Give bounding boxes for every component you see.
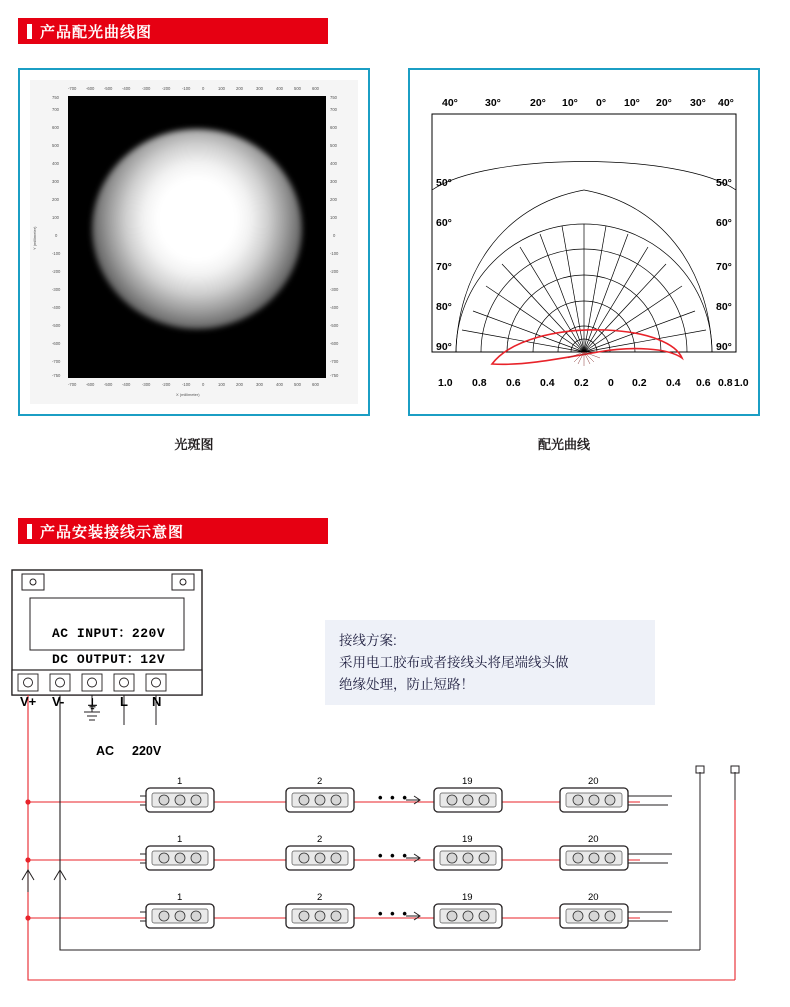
psu-dc-output-label: DC OUTPUT：12V (52, 652, 166, 667)
spot-x-tick-bottom: 100 (218, 382, 225, 387)
polar-radial-label: 0.6 (506, 377, 521, 389)
module-number: 19 (462, 834, 473, 845)
spot-diagram-canvas (30, 80, 358, 404)
spot-y-tick-left: -500 (52, 323, 61, 328)
spot-y-tick-left: -300 (52, 287, 61, 292)
spot-y-axis-label: Y (millimeter) (32, 226, 37, 250)
polar-angle-label: 40° (442, 97, 458, 109)
spot-x-tick-bottom: -600 (86, 382, 95, 387)
terminal-label-line: L (120, 694, 128, 709)
polar-radial-label: 0.2 (574, 377, 589, 389)
spot-y-tick-right: 700 (330, 107, 337, 112)
module-number: 20 (588, 776, 599, 787)
spot-x-tick-top: -200 (162, 86, 171, 91)
polar-side-label: 60° (716, 217, 732, 229)
spot-x-tick-bottom: -400 (122, 382, 131, 387)
spot-y-tick-right: 200 (330, 197, 337, 202)
polar-angle-label: 20° (530, 97, 546, 109)
polar-side-label: 90° (436, 341, 452, 353)
terminal-label-neutral: N (152, 694, 162, 709)
spot-diagram-panel (18, 68, 370, 416)
polar-radial-label: 0.4 (540, 377, 555, 389)
spot-x-tick-bottom: 200 (236, 382, 243, 387)
spot-x-tick-top: -400 (122, 86, 131, 91)
header-accent-bar (27, 524, 32, 539)
spot-x-tick-top: 0 (202, 86, 205, 91)
spot-y-tick-left: 200 (52, 197, 59, 202)
led-module (146, 904, 214, 928)
spot-x-tick-top: 400 (276, 86, 283, 91)
row-ellipsis: • • • (378, 906, 409, 921)
led-module (560, 788, 628, 812)
spot-y-tick-left: -700 (52, 359, 61, 364)
spot-y-tick-left: -200 (52, 269, 61, 274)
spot-y-tick-left: -750 (52, 373, 61, 378)
led-module (286, 846, 354, 870)
module-number: 2 (317, 834, 323, 845)
spot-x-tick-bottom: -100 (182, 382, 191, 387)
polar-side-label: 50° (436, 177, 452, 189)
polar-radial-label: 0.8 (718, 377, 733, 389)
led-module (286, 788, 354, 812)
polar-angle-label: 0° (596, 97, 607, 109)
section-header-photometric (18, 18, 328, 44)
light-distribution-curve-panel (408, 68, 760, 416)
spot-x-tick-top: 500 (294, 86, 301, 91)
polar-radial-label: 0.6 (696, 377, 711, 389)
section-header-wiring (18, 518, 328, 544)
wiring-note-box (325, 620, 655, 705)
spot-x-tick-top: -300 (142, 86, 151, 91)
polar-angle-label: 20° (656, 97, 672, 109)
spot-x-tick-bottom: -500 (104, 382, 113, 387)
led-module (146, 846, 214, 870)
note-line-2: 绝缘处理，防止短路！ (339, 677, 474, 692)
module-number: 1 (177, 892, 183, 903)
spot-x-tick-top: 600 (312, 86, 319, 91)
spot-y-tick-right: -600 (330, 341, 339, 346)
spot-y-tick-left: 0 (55, 233, 58, 238)
spot-y-tick-left: 300 (52, 179, 59, 184)
polar-angle-label: 30° (690, 97, 706, 109)
spot-y-tick-right: -300 (330, 287, 339, 292)
spot-y-tick-right: 300 (330, 179, 337, 184)
spot-x-tick-top: -100 (182, 86, 191, 91)
psu-ac-input-label: AC INPUT：220V (52, 626, 166, 641)
polar-side-label: 80° (716, 301, 732, 313)
spot-x-tick-bottom: 300 (256, 382, 263, 387)
spot-y-tick-right: -100 (330, 251, 339, 256)
polar-radial-label: 0.2 (632, 377, 647, 389)
row-ellipsis: • • • (378, 790, 409, 805)
spot-plot-area (68, 96, 326, 378)
led-module (286, 904, 354, 928)
spot-y-tick-right: -700 (330, 359, 339, 364)
terminal-label-ground: ⏚ (86, 697, 100, 712)
module-number: 1 (177, 776, 183, 787)
polar-radial-label: 1.0 (734, 377, 749, 389)
module-number: 20 (588, 892, 599, 903)
polar-radial-label: 0 (608, 377, 614, 389)
spot-x-tick-bottom: -300 (142, 382, 151, 387)
spot-y-tick-left: 600 (52, 125, 59, 130)
row-ellipsis: • • • (378, 848, 409, 863)
light-spot-blob (92, 129, 302, 329)
spot-y-tick-right: -200 (330, 269, 339, 274)
spot-x-tick-top: 300 (256, 86, 263, 91)
spot-y-tick-left: 100 (52, 215, 59, 220)
spot-y-tick-right: 400 (330, 161, 337, 166)
spot-x-tick-top: -700 (68, 86, 77, 91)
spot-x-tick-bottom: -200 (162, 382, 171, 387)
spot-x-tick-bottom: -700 (68, 382, 77, 387)
spot-y-tick-right: 500 (330, 143, 337, 148)
spot-x-tick-top: -600 (86, 86, 95, 91)
voltage-label: 220V (132, 744, 162, 758)
polar-angle-label: 10° (562, 97, 578, 109)
note-title: 接线方案: (339, 633, 397, 648)
polar-side-label: 70° (436, 261, 452, 273)
module-number: 20 (588, 834, 599, 845)
polar-side-label: 80° (436, 301, 452, 313)
polar-angle-label: 40° (718, 97, 734, 109)
spot-y-tick-left: 750 (52, 95, 59, 100)
led-module (434, 904, 502, 928)
polar-radial-label: 0.4 (666, 377, 681, 389)
led-module (434, 846, 502, 870)
module-number: 2 (317, 776, 323, 787)
polar-radial-label: 0.8 (472, 377, 487, 389)
spot-y-tick-left: -100 (52, 251, 61, 256)
spot-y-tick-right: 0 (333, 233, 336, 238)
module-number: 19 (462, 892, 473, 903)
spot-y-tick-right: -500 (330, 323, 339, 328)
section-title: 产品配光曲线图 (40, 23, 153, 41)
led-module (560, 904, 628, 928)
curve-diagram-caption: 配光曲线 (537, 437, 590, 452)
led-module (560, 846, 628, 870)
polar-curve-chart (418, 78, 750, 406)
spot-x-tick-bottom: 400 (276, 382, 283, 387)
polar-side-label: 90° (716, 341, 732, 353)
led-module (146, 788, 214, 812)
ac-label: AC (96, 744, 115, 758)
spot-y-tick-left: 700 (52, 107, 59, 112)
polar-side-label: 60° (436, 217, 452, 229)
spot-x-tick-top: 200 (236, 86, 243, 91)
spot-y-tick-left: 500 (52, 143, 59, 148)
led-module (434, 788, 502, 812)
note-line-1: 采用电工胶布或者接线头将尾端线头做 (339, 655, 569, 670)
polar-radial-label: 1.0 (438, 377, 453, 389)
polar-angle-label: 30° (485, 97, 501, 109)
spot-y-tick-right: -400 (330, 305, 339, 310)
module-number: 19 (462, 776, 473, 787)
spot-x-tick-bottom: 600 (312, 382, 319, 387)
spot-y-tick-left: -600 (52, 341, 61, 346)
section-title: 产品安装接线示意图 (40, 523, 185, 541)
polar-side-label: 50° (716, 177, 732, 189)
spot-y-tick-right: 600 (330, 125, 337, 130)
spot-y-tick-right: -750 (330, 373, 339, 378)
module-number: 1 (177, 834, 183, 845)
spot-y-tick-left: -400 (52, 305, 61, 310)
header-accent-bar (27, 24, 32, 39)
spot-y-tick-right: 100 (330, 215, 337, 220)
module-number: 2 (317, 892, 323, 903)
polar-side-label: 70° (716, 261, 732, 273)
spot-x-tick-top: 100 (218, 86, 225, 91)
spot-x-tick-bottom: 500 (294, 382, 301, 387)
spot-x-axis-label: X (millimeter) (176, 392, 200, 397)
spot-x-tick-bottom: 0 (202, 382, 205, 387)
spot-x-tick-top: -500 (104, 86, 113, 91)
spot-y-tick-right: 750 (330, 95, 337, 100)
terminal-label-v-minus: V- (52, 694, 65, 709)
polar-angle-label: 10° (624, 97, 640, 109)
spot-diagram-caption: 光斑图 (174, 437, 214, 452)
terminal-label-v-plus: V+ (20, 694, 37, 709)
spot-y-tick-left: 400 (52, 161, 59, 166)
